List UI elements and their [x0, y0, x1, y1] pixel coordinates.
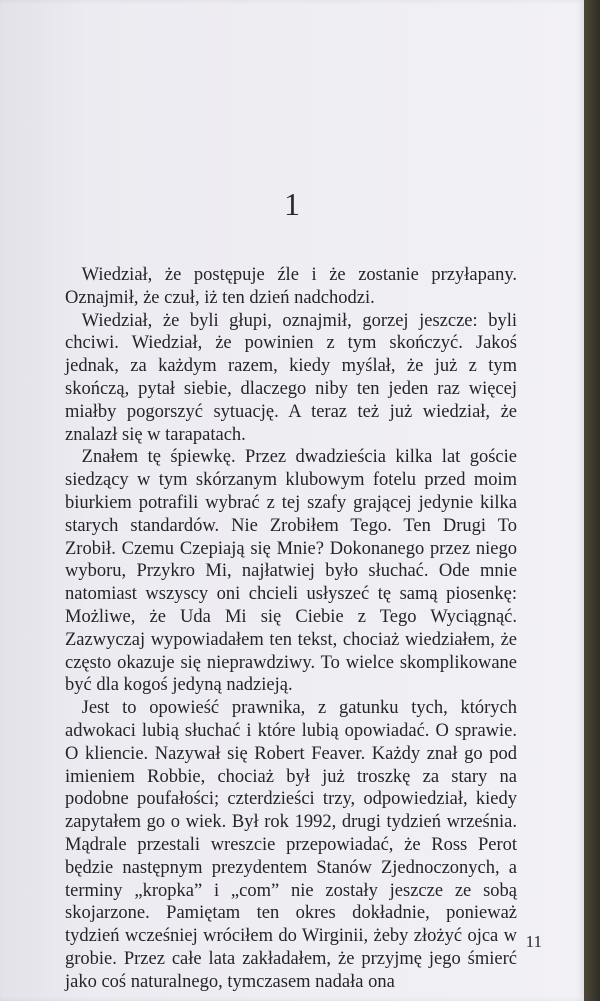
paragraph: Wiedział, że byli głupi, oznajmił, gorzej jeszcze: byli chciwi. Wiedział, że powinien z tym skończyć. Jakoś jednak, za każdym razem, kiedy myślał, że już z tym skończą, pytał siebie, dlaczego niby ten jeden raz więcej miałby pogorszyć sytuację. A teraz też już wiedział, że znalazł się w tarapatach. — [65, 310, 517, 445]
paragraph: Jest to opowieść prawnika, z gatunku tych, których adwokaci lubią słuchać i które lubią opowiadać. O sprawie. O kliencie. Nazywał się Robert Feaver. Każdy znał go pod imieniem Robbie, chociaż był już troszkę za stary na podobne poufałości; czterdzieści trzy, odpowiedział, kiedy zapytałem go o wiek. Był rok 1992, drugi tydzień września. Mądrale przestali wreszcie przepowiadać, że Ross Perot będzie następnym prezydentem Stanów Zjednoczonych, a terminy „kropka” i „com” nie zostały jeszcze ze sobą skojarzone. Pamiętam ten okres dokładnie, ponieważ tydzień wcześniej wróciłem do Wirginii, żeby złożyć ojca w grobie. Przez całe lata zakładałem, że przyjmę jego śmierć jako coś naturalnego, tymczasem nadała ona — [65, 698, 517, 992]
chapter-number: 1 — [284, 186, 300, 222]
chapter-body — [65, 264, 517, 994]
page-number: 11 — [525, 932, 542, 951]
paragraph: Wiedział, że postępuje źle i że zostanie przyłapany. Oznajmił, że czuł, iż ten dzień nadchodzi. — [65, 265, 517, 308]
page-edge — [584, 0, 600, 1001]
paragraph: Znałem tę śpiewkę. Przez dwadzieścia kilka lat goście siedzący w tym skórzanym klubowym fotelu przed moim biurkiem potrafili wybrać z tej szafy grającej jedynie kilka starych standardów. Nie Zrobiłem Tego. Ten Drugi To Zrobił. Czemu Czepiają się Mnie? Dokonanego przez niego wyboru, Przykro Mi, najłatwiej było słuchać. Ode mnie natomiast wszyscy oni chcieli usłyszeć tę samą piosenkę: Możliwe, że Uda Mi się Ciebie z Tego Wyciągnąć. Zazwyczaj wypowiadałem ten tekst, chociaż wiedziałem, że często okazuje się nieprawdziwy. To wielce skomplikowane być dla kogoś jedyną nadzieją. — [65, 447, 517, 696]
